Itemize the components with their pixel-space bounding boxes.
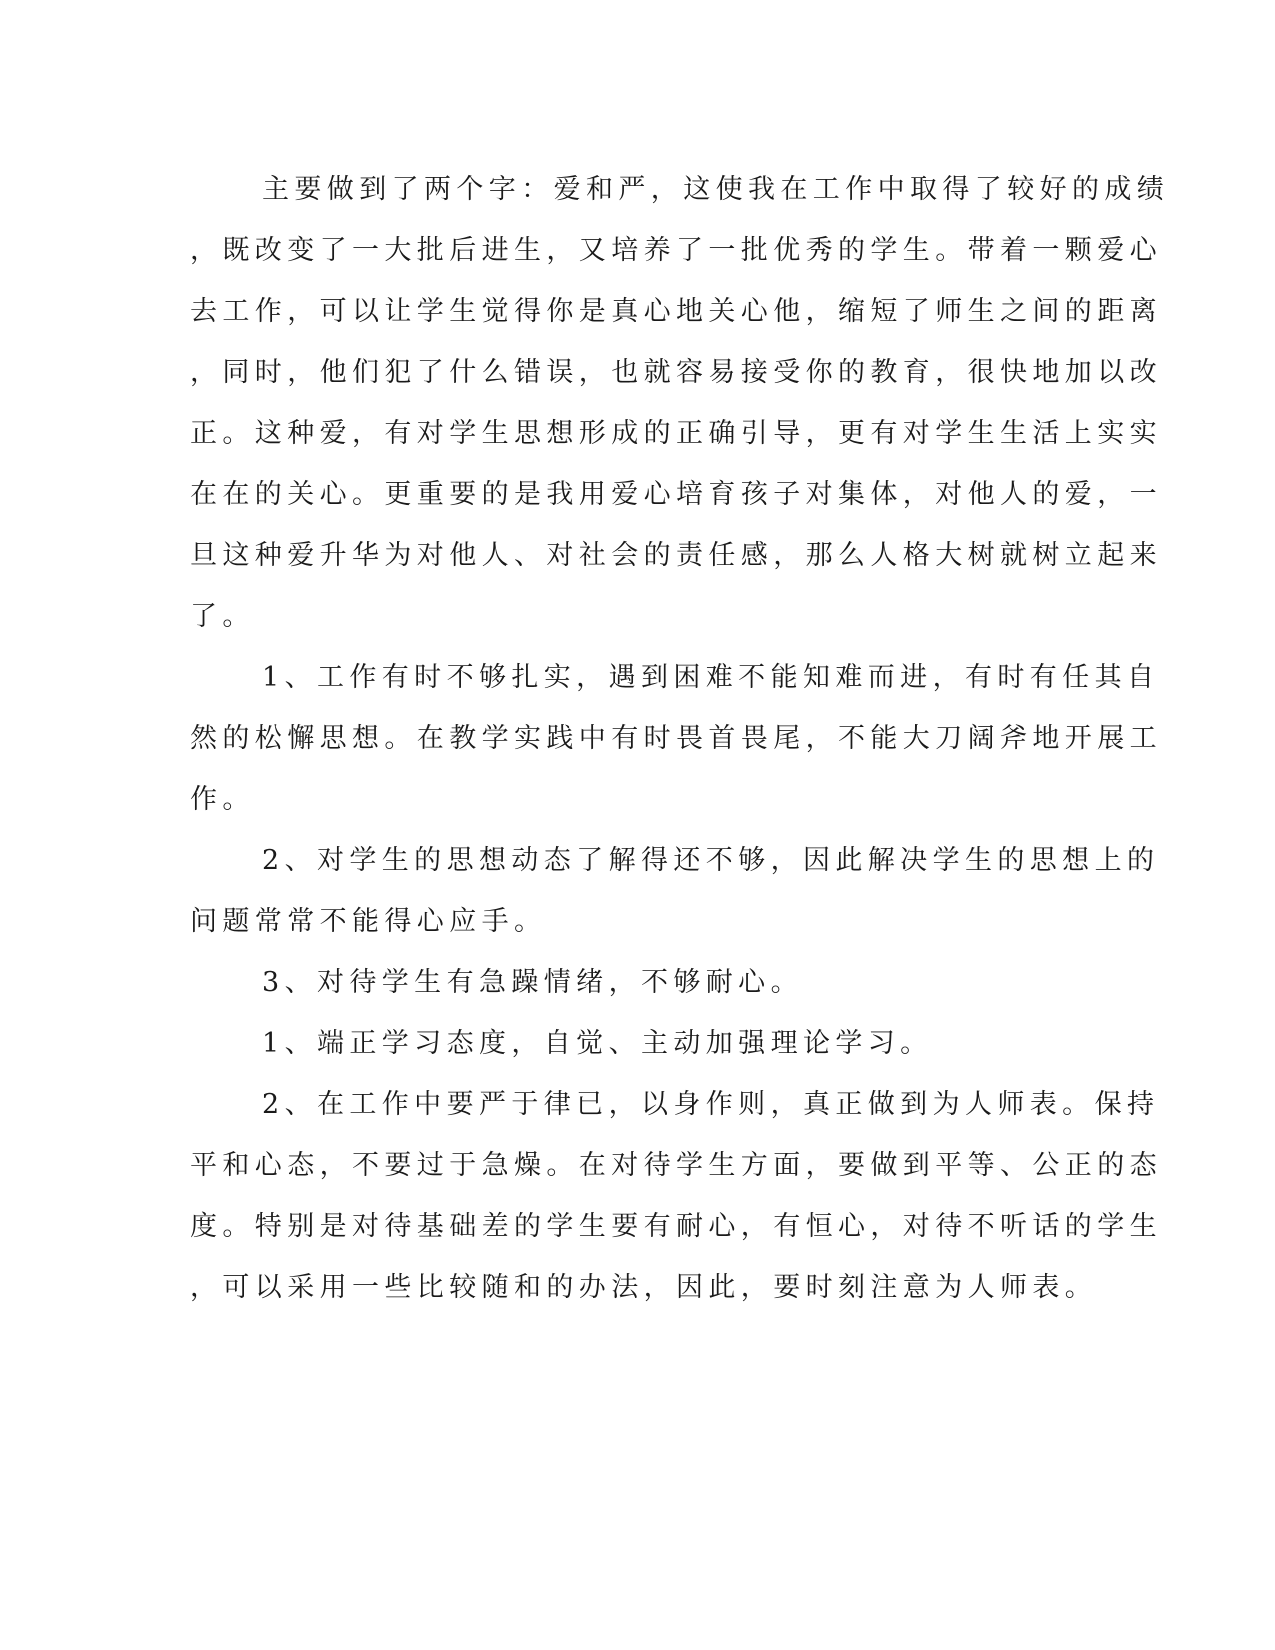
list-item-line: 2、在工作中要严于律已，以身作则，真正做到为人师表。保持 [262, 1089, 1160, 1120]
paragraph-line: 主要做到了两个字：爱和严，这使我在工作中取得了较好的成绩 [262, 174, 1170, 205]
list-item-line: 问题常常不能得心应手。 [190, 906, 547, 937]
paragraph-line: ，同时，他们犯了什么错误，也就容易接受你的教育，很快地加以改 [190, 357, 1162, 388]
list-item-line: 1、端正学习态度，自觉、主动加强理论学习。 [262, 1028, 933, 1059]
paragraph-line: 正。这种爱，有对学生思想形成的正确引导，更有对学生生活上实实 [190, 418, 1162, 449]
paragraph-line: 旦这种爱升华为对他人、对社会的责任感，那么人格大树就树立起来 [190, 540, 1162, 571]
list-item-line: 度。特别是对待基础差的学生要有耐心，有恒心，对待不听话的学生 [190, 1211, 1162, 1242]
list-item-line: 作。 [190, 784, 255, 815]
paragraph-line: 在在的关心。更重要的是我用爱心培育孩子对集体，对他人的爱，一 [190, 479, 1162, 510]
list-item-line: 1、工作有时不够扎实，遇到困难不能知难而进，有时有任其自 [262, 662, 1160, 693]
paragraph-line: 去工作，可以让学生觉得你是真心地关心他，缩短了师生之间的距离 [190, 296, 1162, 327]
list-item-line: 3、对待学生有急躁情绪，不够耐心。 [262, 967, 803, 998]
list-item-line: ，可以采用一些比较随和的办法，因此，要时刻注意为人师表。 [190, 1272, 1098, 1303]
list-item-line: 然的松懈思想。在教学实践中有时畏首畏尾，不能大刀阔斧地开展工 [190, 723, 1162, 754]
paragraph-line: 了。 [190, 601, 255, 632]
paragraph-line: ，既改变了一大批后进生，又培养了一批优秀的学生。带着一颗爱心 [190, 235, 1162, 266]
list-item-line: 平和心态，不要过于急燥。在对待学生方面，要做到平等、公正的态 [190, 1150, 1162, 1181]
body-text [190, 159, 1170, 1318]
list-item-line: 2、对学生的思想动态了解得还不够，因此解决学生的思想上的 [262, 845, 1160, 876]
